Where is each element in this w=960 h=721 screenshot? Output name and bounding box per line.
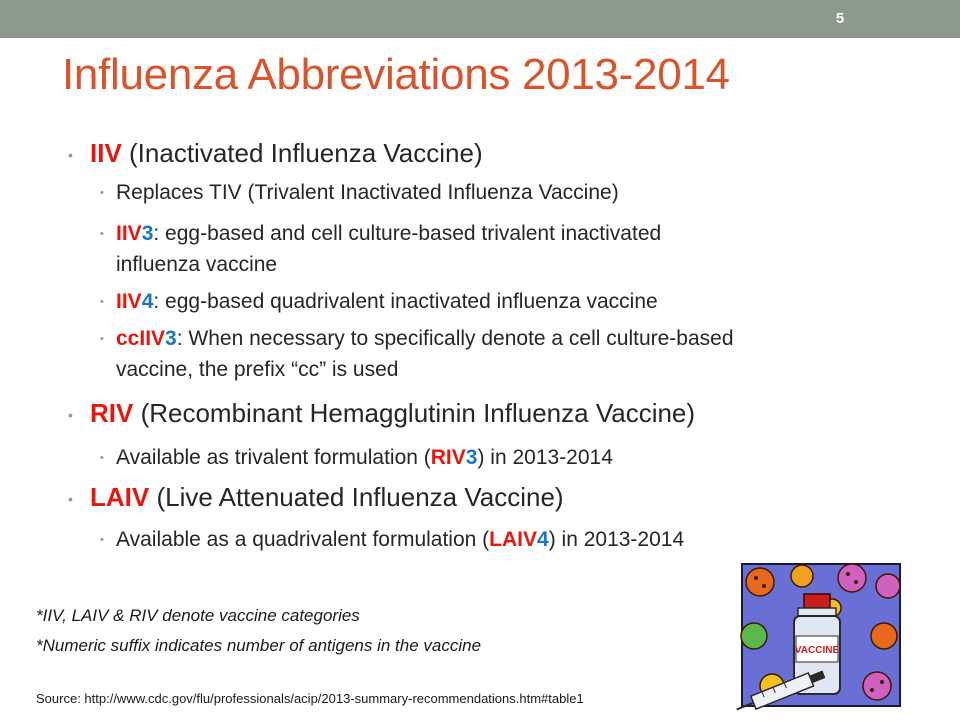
bullet-text: (Recombinant Hemagglutinin Influenza Vaccine) xyxy=(133,398,696,428)
bullet-dot-icon: • xyxy=(68,491,73,507)
bullet-text: (Live Attenuated Influenza Vaccine) xyxy=(149,482,564,512)
abbr-riv: RIV xyxy=(90,398,134,428)
bullet-iiv xyxy=(68,138,483,169)
bullet-text: : egg-based quadrivalent inactivated influenza vaccine xyxy=(153,290,658,313)
bullet-text: Replaces TIV (Trivalent Inactivated Influenza Vaccine) xyxy=(116,181,619,204)
bullet-dot-icon: • xyxy=(100,228,104,240)
suffix-4: 4 xyxy=(537,528,549,551)
source-citation: Source: http://www.cdc.gov/flu/professionals/acip/2013-summary-recommendations.htm#table1 xyxy=(36,691,584,706)
note-categories: *IIV, LAIV & RIV denote vaccine categories xyxy=(36,606,360,625)
bullet-dot-icon: • xyxy=(100,452,104,464)
bullet-iiv3 xyxy=(100,222,662,246)
abbr-iiv: IIV xyxy=(90,138,122,168)
suffix-3: 3 xyxy=(141,222,154,245)
bullet-text: ) in 2013-2014 xyxy=(477,446,613,469)
suffix-4: 4 xyxy=(141,290,154,313)
bullet-cciiv3 xyxy=(100,327,734,351)
abbr-riv3: RIV xyxy=(430,446,466,469)
bullet-text: ) in 2013-2014 xyxy=(548,528,685,551)
bullet-riv3 xyxy=(100,446,613,470)
bullet-text: influenza vaccine xyxy=(116,253,278,276)
top-bar xyxy=(0,0,960,38)
bullet-riv xyxy=(68,398,696,429)
abbr-laiv4: LAIV xyxy=(489,528,538,551)
bullet-dot-icon: • xyxy=(100,534,104,546)
suffix-3: 3 xyxy=(465,446,478,469)
vaccine-vial-syringe-icon xyxy=(732,556,908,716)
abbr-cciiv3: ccIIV xyxy=(116,327,166,350)
slide-number: 5 xyxy=(835,10,845,27)
note-suffix: *Numeric suffix indicates number of antigens in the vaccine xyxy=(36,636,482,655)
abbr-iiv4: IIV xyxy=(116,290,142,313)
bullet-laiv xyxy=(68,482,564,513)
bullet-cciiv3-cont xyxy=(116,358,398,382)
abbr-iiv3: IIV xyxy=(116,222,142,245)
bullet-dot-icon: • xyxy=(100,296,104,308)
bullet-text: : egg-based and cell culture-based trivalent inactivated xyxy=(153,222,662,245)
bullet-dot-icon: • xyxy=(68,407,73,423)
bullet-iiv4 xyxy=(100,290,658,314)
slide-title: Influenza Abbreviations 2013-2014 xyxy=(62,50,730,99)
bullet-text: Available as trivalent formulation ( xyxy=(116,446,431,469)
bullet-laiv4 xyxy=(100,528,685,552)
bullet-text: Available as a quadrivalent formulation ( xyxy=(116,528,490,551)
bullet-text: : When necessary to specifically denote a cell culture-based xyxy=(176,327,734,350)
bullet-iiv3-cont xyxy=(116,253,277,277)
suffix-3: 3 xyxy=(165,327,177,350)
vial-label: VACCINE xyxy=(794,645,840,656)
bullet-dot-icon: • xyxy=(100,187,104,199)
bullet-text: vaccine, the prefix “cc” is used xyxy=(116,358,399,381)
bullet-iiv-replaces xyxy=(100,181,619,205)
bullet-text: (Inactivated Influenza Vaccine) xyxy=(121,138,483,168)
bullet-dot-icon: • xyxy=(68,147,73,163)
bullet-dot-icon: • xyxy=(100,333,104,345)
abbr-laiv: LAIV xyxy=(90,482,150,512)
